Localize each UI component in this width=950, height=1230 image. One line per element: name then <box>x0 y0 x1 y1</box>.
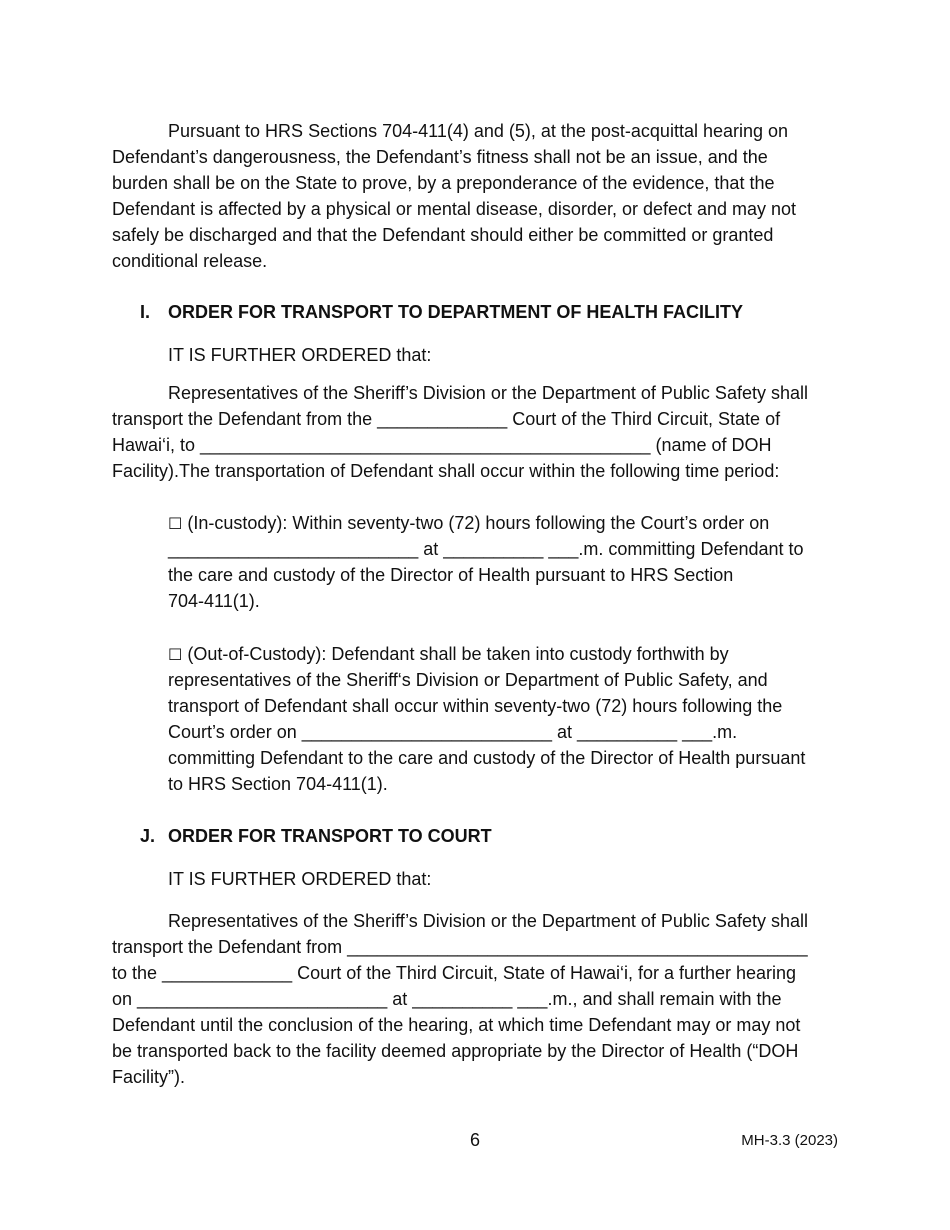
section-j-ordered: IT IS FURTHER ORDERED that: <box>168 869 432 889</box>
section-j-heading <box>140 823 492 849</box>
section-i-line: Facility).The transportation of Defendant shall occur within the following time period: <box>112 461 780 481</box>
in-custody-line <box>168 510 769 537</box>
out-of-custody-line: to HRS Section 704-411(1). <box>168 774 388 794</box>
intro-line: conditional release. <box>112 251 268 271</box>
section-j-line: on _________________________ at __________ ___.m., and shall remain with the <box>112 989 782 1009</box>
section-i-line: Representatives of the Sheriff’s Division or the Department of Public Safety shall <box>168 383 808 403</box>
in-custody-text: (In-custody): Within seventy-two (72) hours following the Court’s order on <box>182 513 770 533</box>
section-j-line: be transported back to the facility deemed appropriate by the Director of Health (“DOH <box>112 1041 799 1061</box>
out-of-custody-line: representatives of the Sheriff‘s Division or Department of Public Safety, and <box>168 670 768 690</box>
out-of-custody-line: transport of Defendant shall occur within seventy-two (72) hours following the <box>168 696 783 716</box>
intro-line: Defendant is affected by a physical or mental disease, disorder, or defect and may not <box>112 199 797 219</box>
form-id: MH-3.3 (2023) <box>741 1132 838 1149</box>
section-i-ordered: IT IS FURTHER ORDERED that: <box>168 345 432 365</box>
page-number: 6 <box>469 1130 480 1150</box>
section-j-line: Representatives of the Sheriff’s Division or the Department of Public Safety shall <box>168 911 808 931</box>
section-j-number: J. <box>140 826 156 846</box>
out-of-custody-line <box>168 641 729 668</box>
section-i-number: I. <box>140 302 151 322</box>
section-i-line: Hawai‘i, to _____________________________________________ (name of DOH <box>112 435 772 455</box>
section-j-line: to the _____________ Court of the Third Circuit, State of Hawai‘i, for a further hearing <box>112 963 797 983</box>
out-of-custody-line: Court’s order on _________________________ at __________ ___.m. <box>168 722 738 742</box>
in-custody-line: 704-411(1). <box>168 591 260 611</box>
intro-line: Defendant’s dangerousness, the Defendant’s fitness shall not be an issue, and the <box>112 147 768 167</box>
out-of-custody-checkbox[interactable]: ☐ <box>168 645 183 664</box>
section-i-line: transport the Defendant from the _____________ Court of the Third Circuit, State of <box>112 409 781 429</box>
section-i-title: ORDER FOR TRANSPORT TO DEPARTMENT OF HEALTH FACILITY <box>168 302 743 322</box>
section-j-line: Defendant until the conclusion of the hearing, at which time Defendant may or may not <box>112 1015 801 1035</box>
intro-line: safely be discharged and that the Defendant should either be committed or granted <box>112 225 774 245</box>
section-i-heading <box>140 299 743 325</box>
intro-line: Pursuant to HRS Sections 704-411(4) and (5), at the post-acquittal hearing on <box>168 121 789 141</box>
section-j-line: Facility”). <box>112 1067 185 1087</box>
section-j-title: ORDER FOR TRANSPORT TO COURT <box>168 826 492 846</box>
in-custody-line: the care and custody of the Director of Health pursuant to HRS Section <box>168 565 734 585</box>
section-j-line: transport the Defendant from ______________________________________________ <box>112 937 808 957</box>
out-of-custody-line: committing Defendant to the care and custody of the Director of Health pursuant <box>168 748 806 768</box>
in-custody-checkbox[interactable]: ☐ <box>168 514 183 533</box>
out-of-custody-text: (Out-of-Custody): Defendant shall be taken into custody forthwith by <box>182 644 729 664</box>
in-custody-line: _________________________ at __________ ___.m. committing Defendant to <box>168 539 804 559</box>
intro-line: burden shall be on the State to prove, by a preponderance of the evidence, that the <box>112 173 775 193</box>
